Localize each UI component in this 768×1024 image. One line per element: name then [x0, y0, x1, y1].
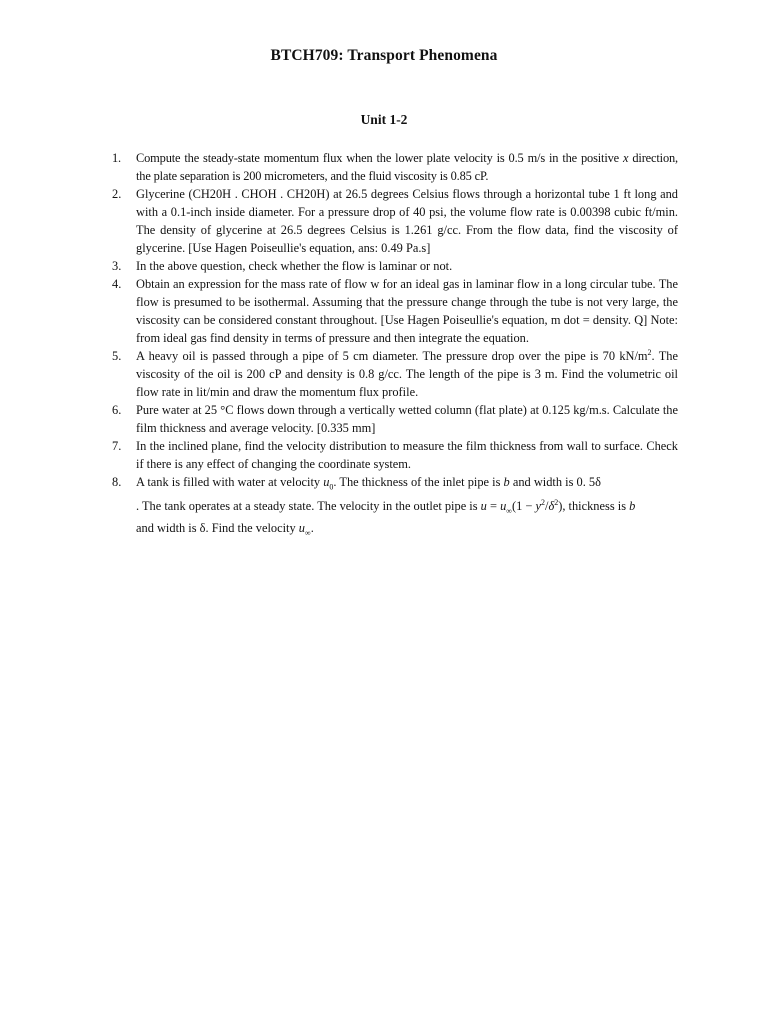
question-text: Glycerine (CH20H . CHOH . CH20H) at 26.5 degrees Celsius flows through a horizontal tube 1 ft long and with a 0.1-inch inside diameter. For a pressure drop of 40 psi, the volume flow rate is 0.00398 cubic ft/min. The density of glycerine at 26.5 degrees Celsius is 1.261 g/cc. From the flow data, find the viscosity of glycerine. [Use Hagen Poiseullie's equation, ans: 0.49 Pa.s]	[136, 187, 678, 255]
question-item-8	[112, 473, 678, 537]
equation-y: y	[535, 499, 541, 513]
question-number: 2.	[112, 187, 122, 201]
question-list	[112, 149, 678, 537]
question-number: 4.	[112, 277, 122, 291]
question-item-3	[112, 257, 678, 275]
width-expression: 0. 5δ	[576, 475, 601, 489]
equation-u: u	[480, 499, 487, 513]
question-text: direction, the plate separation is 200 micrometers, and the fluid viscosity is 0.85 cP.	[136, 151, 678, 183]
subscript: ∞	[506, 506, 512, 516]
question-number: 1.	[112, 151, 121, 165]
variable-u: u	[323, 475, 330, 489]
question-text: A heavy oil is passed through a pipe of 5 cm diameter. The pressure drop over the pipe is 70 kN/m	[136, 349, 648, 363]
equation-delta: δ	[548, 499, 555, 513]
equation-divide: /	[544, 499, 549, 513]
question-item-5	[112, 347, 678, 401]
variable-b: b	[503, 475, 510, 489]
question-text: and width is	[509, 475, 577, 489]
question-text: Compute the steady-state momentum flux when the lower plate velocity is 0.5 m/s in the positive	[136, 151, 624, 165]
variable-x: x	[623, 151, 629, 165]
subscript: 0	[329, 482, 334, 492]
superscript: 2	[540, 497, 545, 507]
question-8-line-3	[136, 519, 678, 537]
question-text: . The thickness of the inlet pipe is	[333, 475, 504, 489]
question-number: 8.	[112, 475, 122, 489]
question-number: 7.	[112, 439, 122, 453]
equation-open: (1 −	[511, 499, 536, 513]
equation-equals: =	[486, 499, 501, 513]
unit-heading: Unit 1-2	[360, 112, 408, 127]
variable-u-inf: u	[298, 521, 305, 535]
equation-u-inf: u	[500, 499, 507, 513]
subscript: ∞	[304, 528, 311, 538]
question-8-line-2	[136, 497, 678, 515]
question-item-2	[112, 185, 678, 257]
question-number: 5.	[112, 349, 122, 363]
superscript: 2	[554, 497, 559, 507]
document-title: BTCH709: Transport Phenomena	[270, 47, 498, 64]
question-number: 6.	[112, 403, 122, 417]
question-item-4	[112, 275, 678, 347]
question-8-line-1	[136, 473, 678, 491]
question-text: In the inclined plane, find the velocity distribution to measure the film thickness from wall to surface. Check if there is any effect of changing the coordinate system.	[136, 439, 678, 471]
question-item-1	[112, 149, 678, 185]
question-text: .	[310, 521, 314, 535]
question-item-6	[112, 401, 678, 437]
variable-b: b	[629, 499, 636, 513]
question-text: thickness is	[565, 499, 630, 513]
question-item-7	[112, 437, 678, 473]
equation-close: ),	[558, 499, 566, 513]
question-number: 3.	[112, 259, 122, 273]
superscript: 2	[647, 347, 652, 357]
question-text: Pure water at 25 °C flows down through a vertically wetted column (flat plate) at 0.125 kg/m.s. Calculate the film thickness and average velocity. [0.335 mm]	[136, 403, 678, 435]
question-text: A tank is filled with water at velocity	[136, 475, 324, 489]
question-text: In the above question, check whether the flow is laminar or not.	[136, 259, 453, 273]
question-text: . The tank operates at a steady state. The velocity in the outlet pipe is	[136, 499, 481, 513]
question-text: . The viscosity of the oil is 200 cP and density is 0.8 g/cc. The length of the pipe is 3 m. Find the volumetric oil flow rate in lit/min and draw the momentum flux profile.	[136, 349, 678, 399]
question-text: and width is δ. Find the velocity	[136, 521, 299, 535]
question-text: Obtain an expression for the mass rate of flow w for an ideal gas in laminar flow in a long circular tube. The flow is presumed to be isothermal. Assuming that the pressure change through the tube is not very large, the viscosity can be considered constant throughout. [Use Hagen Poiseullie's equation, m dot = density. Q] Note: from ideal gas find density in terms of pressure and then integrate the equation.	[136, 277, 678, 345]
